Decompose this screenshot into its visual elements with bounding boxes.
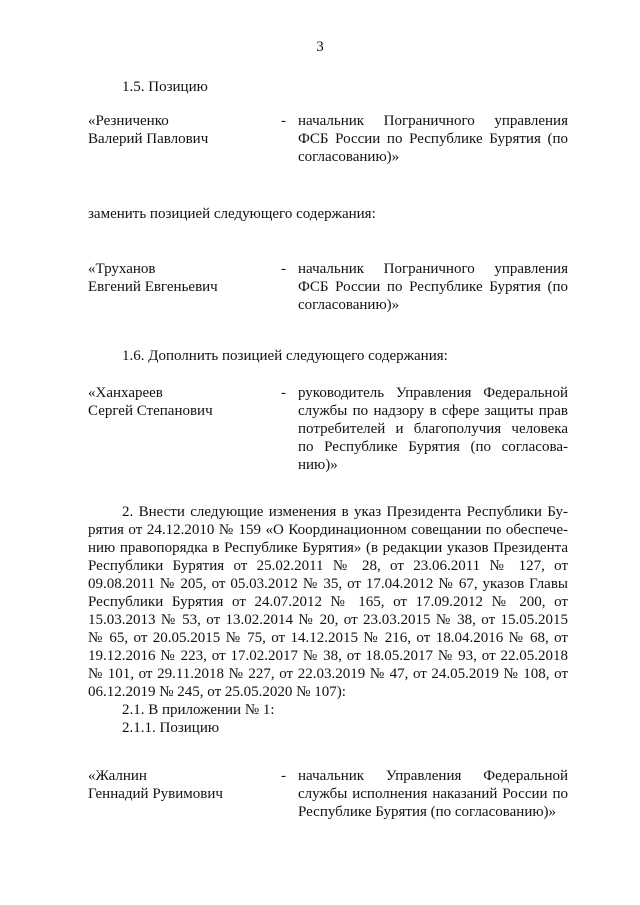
entry-reznichenko <box>88 112 568 212</box>
entry-description <box>298 112 568 166</box>
entry-dash: - <box>281 113 286 129</box>
entry-name <box>88 384 278 420</box>
desc-line: потребителей и благополучия человека <box>298 421 568 437</box>
desc-line: руководитель Управления Федеральной <box>298 385 568 401</box>
page-number: 3 <box>316 39 324 55</box>
section-2-1-1: 2.1.1. Позицию <box>122 720 220 736</box>
entry-khankhareev <box>88 384 568 484</box>
paragraph-line: Республики Бурятия от 24.07.2012 № 165, от 17.09.2012 № 200, от <box>88 594 568 610</box>
name-line: Евгений Евгеньевич <box>88 279 218 295</box>
entry-dash: - <box>281 261 286 277</box>
paragraph-line: 06.12.2019 № 245, от 25.05.2020 № 107): <box>88 684 346 700</box>
desc-line: службы исполнения наказаний России по <box>298 786 568 802</box>
desc-line: по Республике Бурятия (по согласова- <box>298 439 568 455</box>
replace-instruction: заменить позицией следующего содержания: <box>88 206 376 222</box>
desc-line: ФСБ России по Республике Бурятия (по <box>298 279 568 295</box>
name-line: Сергей Степанович <box>88 403 213 419</box>
entry-dash: - <box>281 768 286 784</box>
paragraph-line: 15.03.2013 № 53, от 13.02.2014 № 20, от 23.03.2015 № 38, от 15.05.2015 <box>88 612 568 628</box>
entry-name <box>88 767 278 803</box>
paragraph-line: 19.12.2016 № 223, от 17.02.2017 № 38, от 18.05.2017 № 93, от 22.05.2018 <box>88 648 568 664</box>
paragraph-line: 2. Внести следующие изменения в указ Президента Республики Бу- <box>122 504 568 520</box>
paragraph-line: 09.08.2011 № 205, от 05.03.2012 № 35, от 17.04.2012 № 67, указов Главы <box>88 576 568 592</box>
entry-dash: - <box>281 385 286 401</box>
section-1-5-heading: 1.5. Позицию <box>122 79 208 95</box>
entry-description <box>298 260 568 314</box>
entry-zhalnin <box>88 767 568 867</box>
desc-line: начальник Пограничного управления <box>298 113 568 129</box>
name-line: Валерий Павлович <box>88 131 209 147</box>
desc-line: согласованию)» <box>298 297 400 313</box>
entry-description <box>298 384 568 474</box>
paragraph-line: Республики Бурятия от 25.02.2011 № 28, от 23.06.2011 № 127, от <box>88 558 568 574</box>
name-line: «Труханов <box>88 261 156 277</box>
desc-line: начальник Пограничного управления <box>298 261 568 277</box>
desc-line: службы по надзору в сфере защиты прав <box>298 403 568 419</box>
desc-line: нию)» <box>298 457 338 473</box>
entry-name <box>88 112 278 148</box>
paragraph-line: № 101, от 29.11.2018 № 227, от 22.03.2019 № 47, от 24.05.2019 № 108, от <box>88 666 568 682</box>
paragraph-2 <box>88 503 568 701</box>
entry-trukhanov <box>88 260 568 360</box>
desc-line: Республике Бурятия (по согласованию)» <box>298 804 557 820</box>
desc-line: ФСБ России по Республике Бурятия (по <box>298 131 568 147</box>
section-1-6-heading: 1.6. Дополнить позицией следующего содержания: <box>122 348 448 364</box>
name-line: «Жалнин <box>88 768 147 784</box>
paragraph-line: рятия от 24.12.2010 № 159 «О Координационном совещании по обеспече- <box>88 522 568 538</box>
entry-description <box>298 767 568 821</box>
desc-line: начальник Управления Федеральной <box>298 768 568 784</box>
paragraph-line: № 65, от 20.05.2015 № 75, от 14.12.2015 № 216, от 18.04.2016 № 68, от <box>88 630 568 646</box>
paragraph-line: нию правопорядка в Республике Бурятия» (в редакции указов Президента <box>88 540 568 556</box>
name-line: Геннадий Рувимович <box>88 786 223 802</box>
name-line: «Ханхареев <box>88 385 163 401</box>
desc-line: согласованию)» <box>298 149 400 165</box>
name-line: «Резниченко <box>88 113 169 129</box>
entry-name <box>88 260 278 296</box>
section-2-1: 2.1. В приложении № 1: <box>122 702 275 718</box>
